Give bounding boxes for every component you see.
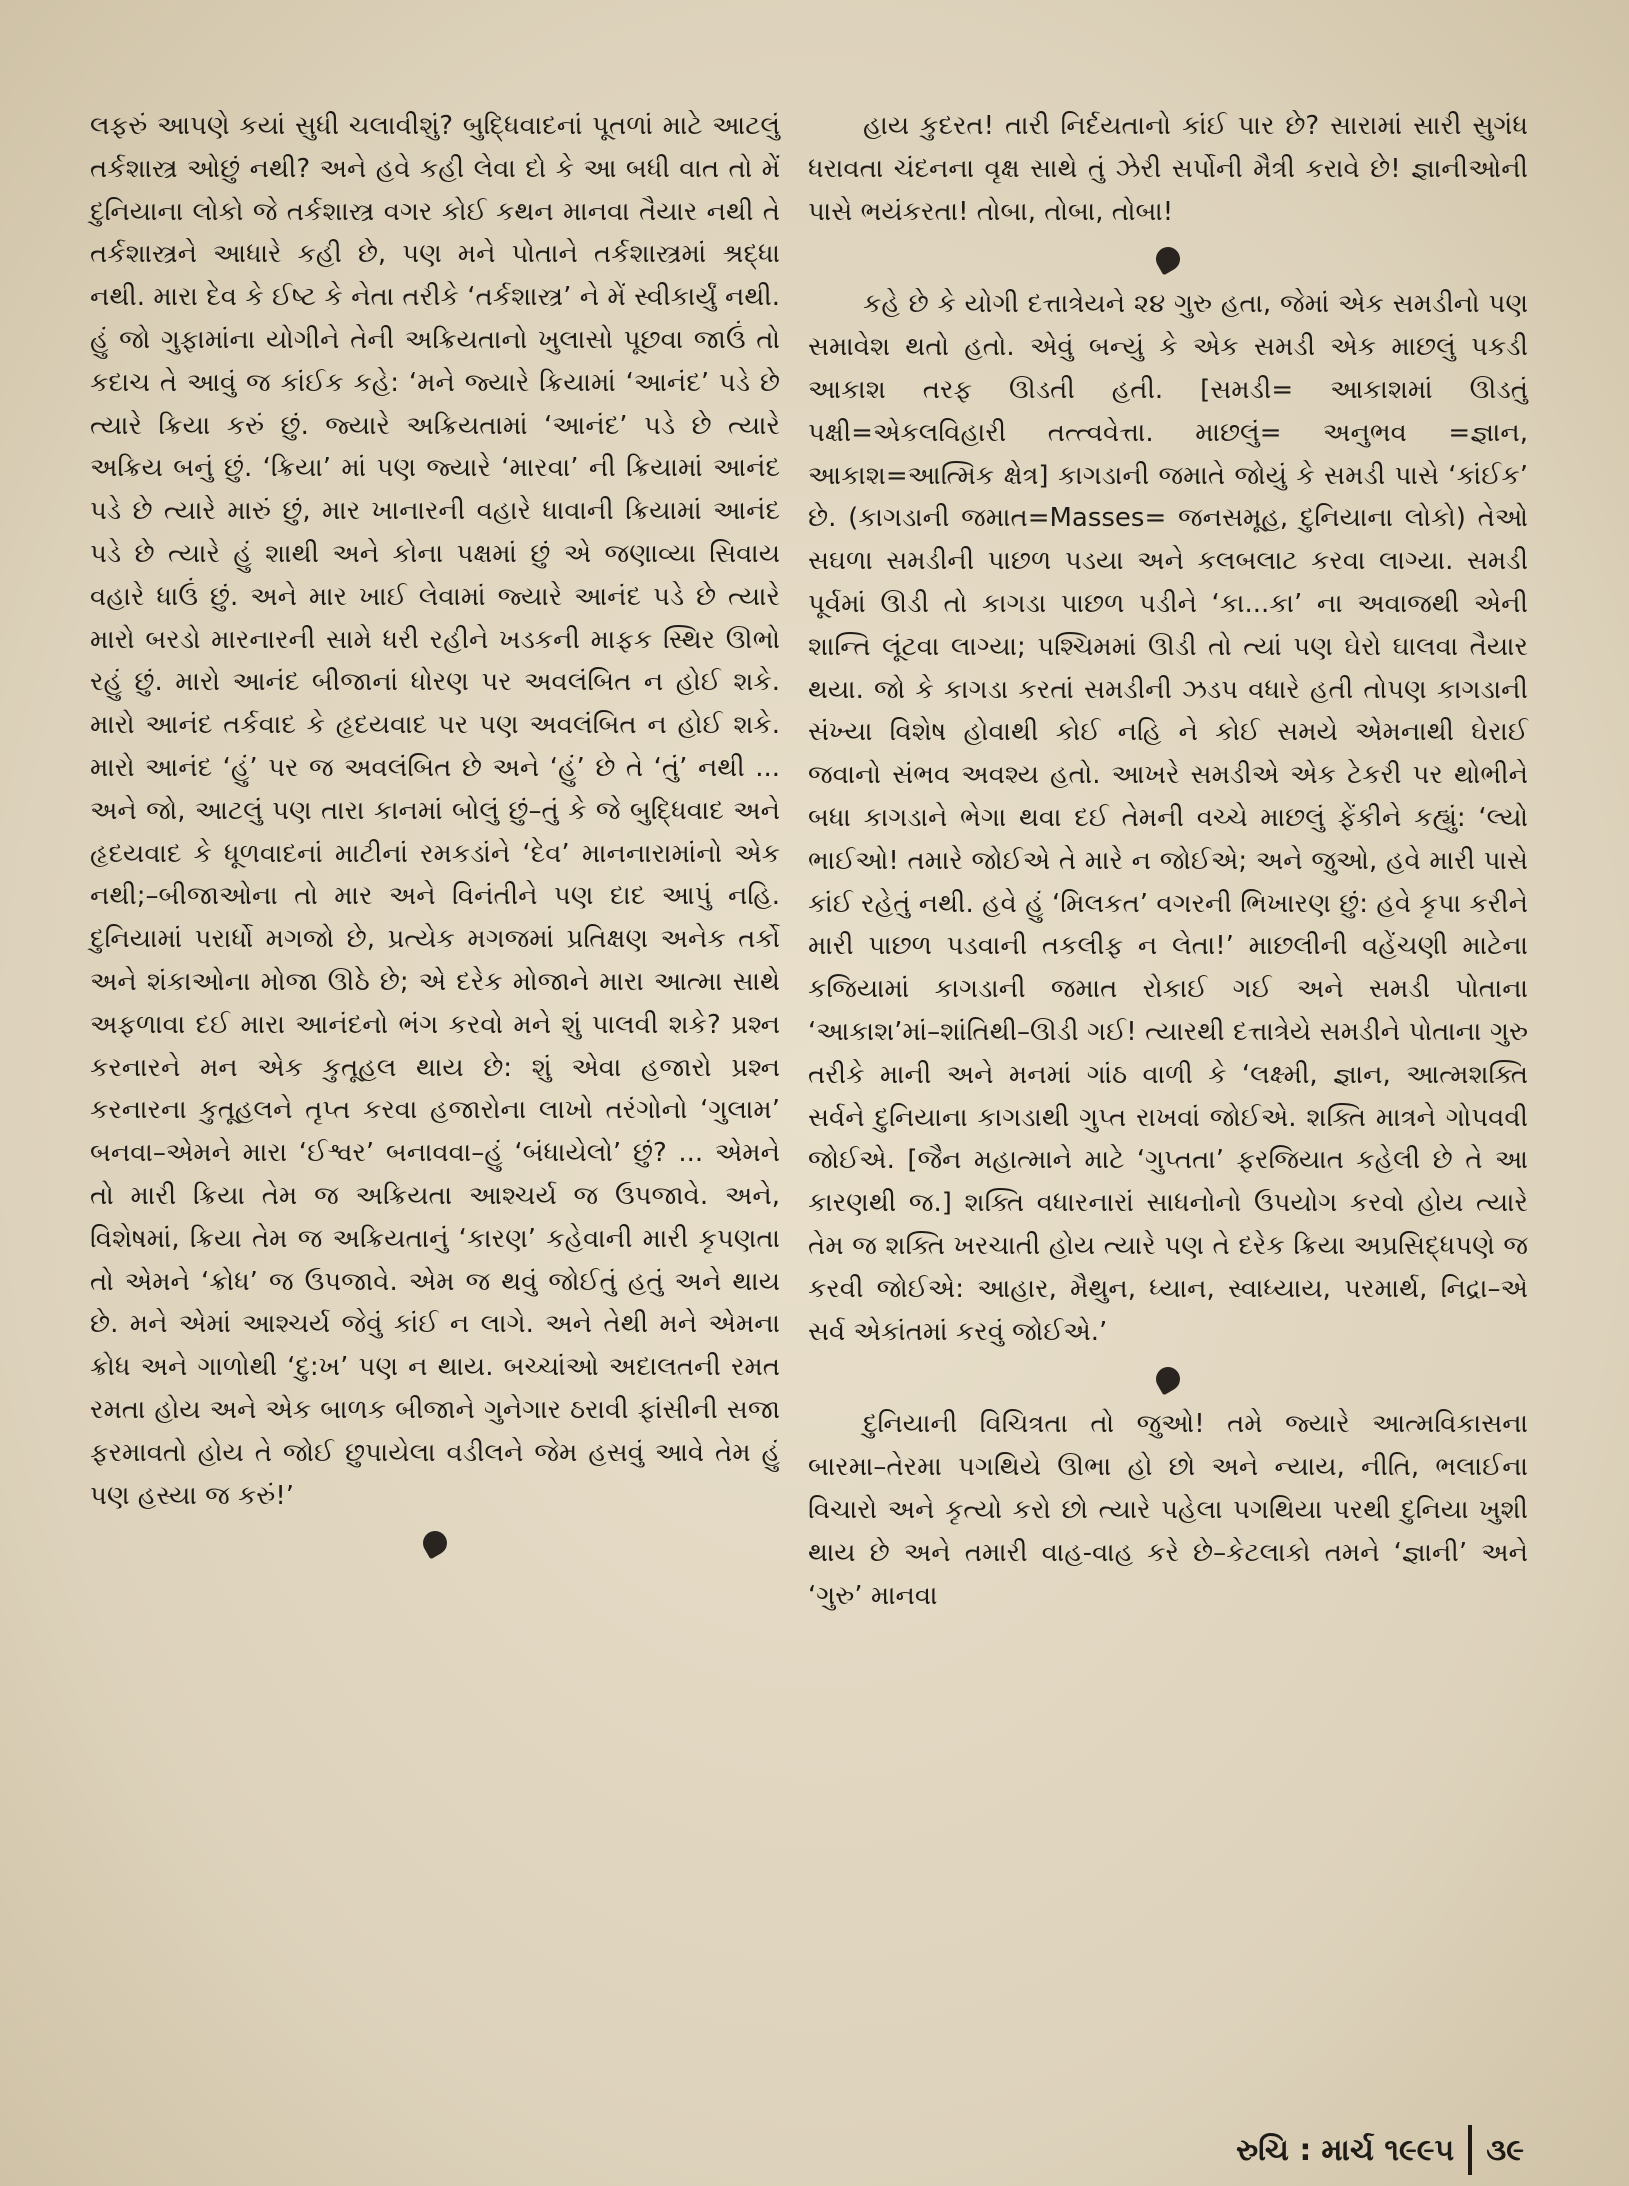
magazine-name: રુચિ : (1236, 2132, 1312, 2168)
left-column (90, 105, 780, 1567)
right-column (808, 105, 1528, 1617)
right-paragraph-1: હાય કુદરત! તારી નિર્દયતાનો કાંઈ પાર છે? સારામાં સારી સુગંધ ધરાવતા ચંદનના વૃક્ષ સાથે તું ઝેરી સર્પોની મૈત્રી કરાવે છે! જ્ઞાનીઓની પાસે ભયંકરતા! તોબા, તોબા, તોબા! (808, 111, 1528, 227)
right-paragraph-3: દુનિયાની વિચિત્રતા તો જુઓ! તમે જ્યારે આત્મવિકાસના બારમા–તેરમા પગથિયે ઊભા હો છો અને ન્યાય, નીતિ, ભલાઈના વિચારો અને કૃત્યો કરો છો ત્યારે પહેલા પગથિયા પરથી દુનિયા ખુશી થાય છે અને તમારી વાહ-વાહ કરે છે–કેટલાકો તમને ‘જ્ઞાની’ અને ‘ગુરુ’ માનવા (808, 1409, 1528, 1611)
leaf-ornament-icon (808, 233, 1528, 283)
leaf-ornament-icon (90, 1517, 780, 1567)
left-paragraph-1: લફરું આપણે કયાં સુધી ચલાવીશું? બુદ્ધિવાદનાં પૂતળાં માટે આટલું તર્કશાસ્ત્ર ઓછું નથી? અને હવે કહી લેવા દો કે આ બધી વાત તો મેં દુનિયાના લોકો જે તર્કશાસ્ત્ર વગર કોઈ કથન માનવા તૈયાર નથી તે તર્કશાસ્ત્રને આધારે કહી છે, પણ મને પોતાને તર્કશાસ્ત્રમાં શ્રદ્ધા નથી. મારા દેવ કે ઈષ્ટ કે નેતા તરીકે ‘તર્કશાસ્ત્ર’ ને મેં સ્વીકાર્યું નથી. હું જો ગુફામાંના યોગીને તેની અક્રિયતાનો ખુલાસો પૂછવા જાઉં તો કદાચ તે આવું જ કાંઈક કહે: ‘મને જ્યારે ક્રિયામાં ‘આનંદ’ પડે છે ત્યારે ક્રિયા કરું છું. જ્યારે અક્રિયતામાં ‘આનંદ’ પડે છે ત્યારે અક્રિય બનું છું. ‘ક્રિયા’ માં પણ જ્યારે ‘મારવા’ ની ક્રિયામાં આનંદ પડે છે ત્યારે મારું છું, માર ખાનારની વહારે ધાવાની ક્રિયામાં આનંદ પડે છે ત્યારે હું શાથી અને કોના પક્ષમાં છું એ જણાવ્યા સિવાય વહારે ધાઉં છું. અને માર ખાઈ લેવામાં જ્યારે આનંદ પડે છે ત્યારે મારો બરડો મારનારની સામે ધરી રહીને ખડકની માફક સ્થિર ઊભો રહું છું. મારો આનંદ બીજાનાં ધોરણ પર અવલંબિત ન હોઈ શકે. મારો આનંદ તર્કવાદ કે હૃદયવાદ પર પણ અવલંબિત ન હોઈ શકે. મારો આનંદ ‘હું’ પર જ અવલંબિત છે અને ‘હું’ છે તે ‘તું’ નથી ... અને જો, આટલું પણ તારા કાનમાં બોલું છું–તું કે જે બુદ્ધિવાદ અને હૃદયવાદ કે ધૂળવાદનાં માટીનાં રમકડાંને ‘દેવ’ માનનારામાંનો એક નથી;–બીજાઓના તો માર અને વિનંતીને પણ દાદ આપું નહિ. દુનિયામાં પરાર્ધો મગજો છે, પ્રત્યેક મગજમાં પ્રતિક્ષણ અનેક તર્કો અને શંકાઓના મોજા ઊઠે છે; એ દરેક મોજાને મારા આત્મા સાથે અફળાવા દઈ મારા આનંદનો ભંગ કરવો મને શું પાલવી શકે? પ્રશ્ન કરનારને મન એક કુતૂહલ થાય છે: શું એવા હજારો પ્રશ્ન કરનારના કુતૂહલને તૃપ્ત કરવા હજારોના લાખો તરંગોનો ‘ગુલામ’ બનવા–એમને મારા ‘ઈશ્વર’ બનાવવા–હું ‘બંધાયેલો’ છું? ... એમને તો મારી ક્રિયા તેમ જ અક્રિયતા આશ્ચર્ય જ ઉપજાવે. અને, વિશેષમાં, ક્રિયા તેમ જ અક્રિયતાનું ‘કારણ’ કહેવાની મારી કૃપણતા તો એમને ‘ક્રોધ’ જ ઉપજાવે. એમ જ થવું જોઈતું હતું અને થાય છે. મને એમાં આશ્ચર્ય જેવું કાંઈ ન લાગે. અને તેથી મને એમના ક્રોધ અને ગાળોથી ‘દુ:ખ’ પણ ન થાય. બચ્ચાંઓ અદાલતની રમત રમતા હોય અને એક બાળક બીજાને ગુનેગાર ઠરાવી ફાંસીની સજા ફરમાવતો હોય તે જોઈ છુપાયેલા વડીલને જેમ હસવું આવે તેમ હું પણ હસ્યા જ કરું!’ (90, 111, 780, 1511)
issue-date: માર્ચ ૧૯૯૫ (1321, 2132, 1455, 2168)
right-paragraph-2: કહે છે કે યોગી દત્તાત્રેયને ૨૪ ગુરુ હતા, જેમાં એક સમડીનો પણ સમાવેશ થતો હતો. એવું બન્યું કે એક સમડી એક માછલું પકડી આકાશ તરફ ઊડતી હતી. [સમડી= આકાશમાં ઊડતું પક્ષી=એકલવિહારી તત્ત્વવેત્તા. માછલું= અનુભવ =જ્ઞાન, આકાશ=આત્મિક ક્ષેત્ર] કાગડાની જમાતે જોયું કે સમડી પાસે ‘કાંઈક’ છે. (કાગડાની જમાત=Masses= જનસમૂહ, દુનિયાના લોકો) તેઓ સઘળા સમડીની પાછળ પડયા અને કલબલાટ કરવા લાગ્યા. સમડી પૂર્વમાં ઊડી તો કાગડા પાછળ પડીને ‘કા...કા’ ના અવાજથી એની શાન્તિ લૂંટવા લાગ્યા; પશ્ચિમમાં ઊડી તો ત્યાં પણ ઘેરો ઘાલવા તૈયાર થયા. જો કે કાગડા કરતાં સમડીની ઝડપ વધારે હતી તોપણ કાગડાની સંખ્યા વિશેષ હોવાથી કોઈ નહિ ને કોઈ સમયે એમનાથી ઘેરાઈ જવાનો સંભવ અવશ્ય હતો. આખરે સમડીએ એક ટેકરી પર થોભીને બધા કાગડાને ભેગા થવા દઈ તેમની વચ્ચે માછલું ફેંકીને કહ્યું: ‘લ્યો ભાઈઓ! તમારે જોઈએ તે મારે ન જોઈએ; અને જુઓ, હવે મારી પાસે કાંઈ રહેતું નથી. હવે હું ‘મિલકત’ વગરની ભિખારણ છું: હવે કૃપા કરીને મારી પાછળ પડવાની તકલીફ ન લેતા!’ માછલીની વહેંચણી માટેના કજિયામાં કાગડાની જમાત રોકાઈ ગઈ અને સમડી પોતાના ‘આકાશ’માં–શાંતિથી–ઊડી ગઈ! ત્યારથી દત્તાત્રેયે સમડીને પોતાના ગુરુ તરીકે માની અને મનમાં ગાંઠ વાળી કે ‘લક્ષ્મી, જ્ઞાન, આત્મશક્તિ સર્વને દુનિયાના કાગડાથી ગુપ્ત રાખવાં જોઈએ. શક્તિ માત્રને ગોપવવી જોઈએ. [જૈન મહાત્માને માટે ‘ગુપ્તતા’ ફરજિયાત કહેલી છે તે આ કારણથી જ.] શક્તિ વધારનારાં સાધનોનો ઉપયોગ કરવો હોય ત્યારે તેમ જ શક્તિ ખરચાતી હોય ત્યારે પણ તે દરેક ક્રિયા અપ્રસિદ્ધપણે જ કરવી જોઈએ: આહાર, મૈથુન, ધ્યાન, સ્વાધ્યાય, પરમાર્થ, નિદ્રા–એ સર્વ એકાંતમાં કરવું જોઈએ.’ (808, 289, 1528, 1347)
leaf-ornament-icon (808, 1353, 1528, 1403)
page-number: ૩૯ (1486, 2132, 1524, 2168)
footer-divider (1468, 2125, 1472, 2175)
page-footer (1236, 2125, 1524, 2175)
